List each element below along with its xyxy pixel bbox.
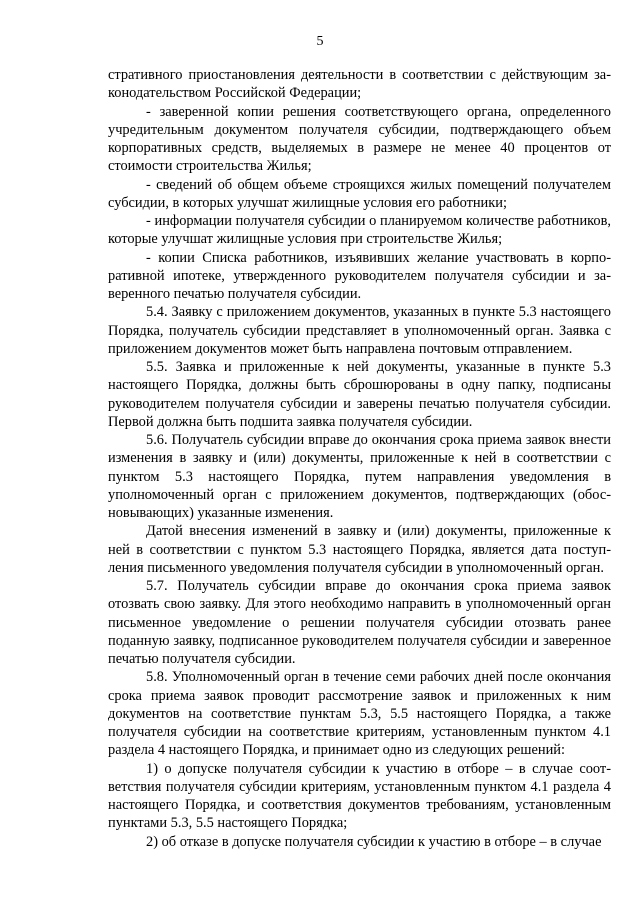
list-item-housing-volume: - сведений об общем объеме строящихся жилых помещений получателем субсидии, в которых улучшат жилищные условия его работники; xyxy=(108,176,611,211)
list-item-workers-list: - копии Списка работников, изъявивших желание участвовать в корпоративной ипотеке, утвержденного руководителем получателя субсидии и заверенного печатью получателя субсидии. xyxy=(108,249,611,302)
list-item-workers-count: - информации получателя субсидии о планируемом количестве работников, которые улучшат жилищные условия при строительстве Жилья; xyxy=(108,213,611,248)
clause-5-5: 5.5. Заявка и приложенные к ней документы, указанные в пункте 5.3 настоящего Порядка, должны быть сброшюрованы в одну папку, подписаны руководителем получателя субсидии и заверены печатью получателя субсидии. Первой должна быть подшита заявка получателя субсидии. xyxy=(108,359,611,430)
clause-5-7: 5.7. Получатель субсидии вправе до окончания срока приема заявок отозвать свою заявку. Для этого необходимо направить в уполномоченный орган письменное уведомление о решении получателя субсидии отозвать ранее поданную заявку, подписанное руководителем получателя субсидии и заверенное печатью получателя субсидии. xyxy=(108,578,611,667)
clause-5-4: 5.4. Заявку с приложением документов, указанных в пункте 5.3 настоящего Порядка, получатель субсидии представляет в уполномоченный орган. Заявка с приложением документов может быть направлена почтовым отправлением. xyxy=(108,304,611,357)
clause-5-8: 5.8. Уполномоченный орган в течение семи рабочих дней после окончания срока приема заявок проводит рассмотрение заявок и приложенных к ним документов на соответствие пунктам 5.3, 5.5 настоящего Порядка, а также получателя субсидии на соответствие критериям, установленным пунктом 4.1 раздела 4 настоящего Порядка, и принимает одно из следующих решений: xyxy=(108,669,611,759)
clause-5-6: 5.6. Получатель субсидии вправе до окончания срока приема заявок внести изменения в заявку и (или) документы, приложенные к ней в соответствии с пунктом 5.3 настоящего Порядка, путем направления уведомления в уполномоченный орган с приложением документов, подтверждающих (обосновывающих) указанные изменения. xyxy=(108,432,611,521)
decision-item-1: 1) о допуске получателя субсидии к участию в отборе – в случае соответствия получателя субсидии критериям, установленным пунктом 4.1 раздела 4 настоящего Порядка, и соответствия документов требованиям, установленным пунктами 5.3, 5.5 настоящего Порядка; xyxy=(108,760,611,832)
decision-item-2: 2) об отказе в допуске получателя субсидии к участию в отборе – в случае xyxy=(146,833,602,850)
paragraph-continuation: стративного приостановления деятельности в соответствии с действующим законодательством Российской Федерации; xyxy=(108,67,611,102)
clause-5-6-date: Датой внесения изменений в заявку и (или) документы, приложенные к ней в соответствии с пунктом 5.3 настоящего Порядка, является дата поступления письменного уведомления получателя субсидии в уполномоченный орган. xyxy=(108,523,611,576)
page-number: 5 xyxy=(316,34,324,49)
list-item-decision-copy: - заверенной копии решения соответствующего органа, определенного учредительным документом получателя субсидии, подтверждающего объем корпоративных средств, выделяемых в размере не менее 40 процентов от стоимости строительства Жилья; xyxy=(108,103,611,175)
document-body xyxy=(108,66,611,851)
